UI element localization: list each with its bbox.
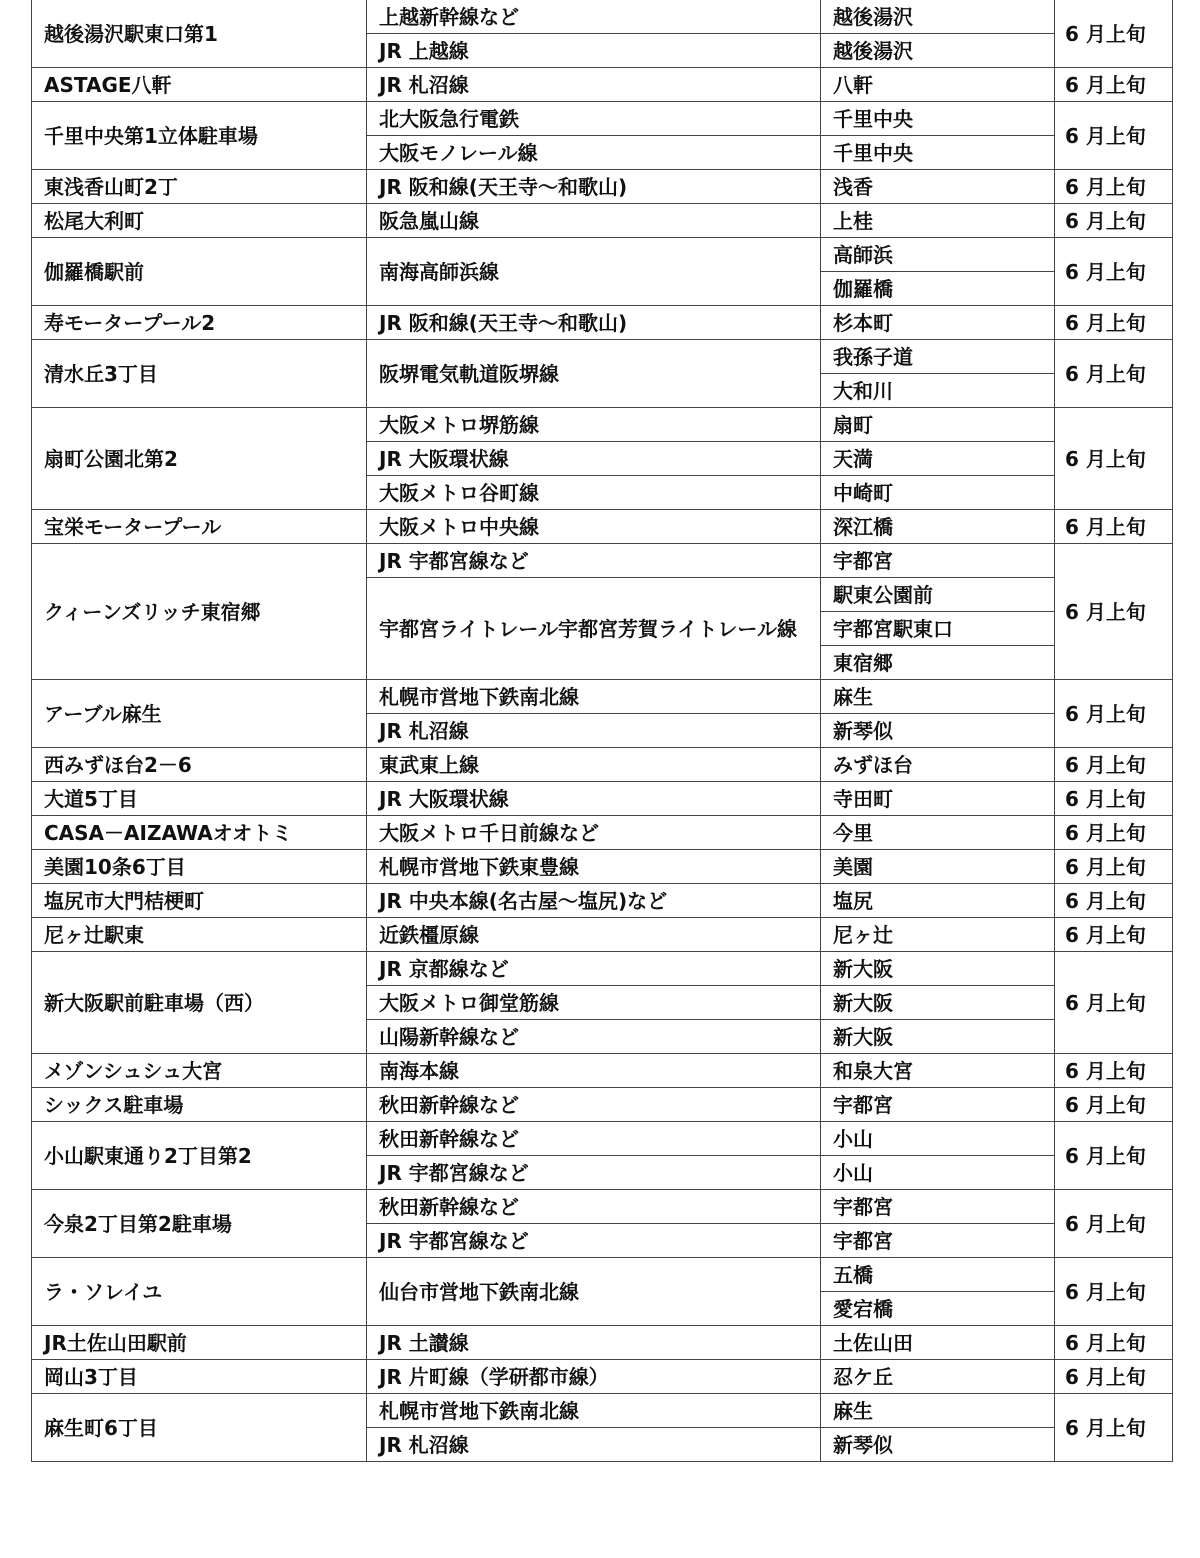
railway-line-cell: 山陽新幹線など bbox=[367, 1020, 821, 1054]
release-date-cell: 6 月上旬 bbox=[1055, 204, 1173, 238]
station-cell: 小山 bbox=[821, 1122, 1055, 1156]
parking-name-cell: 岡山3丁目 bbox=[32, 1360, 367, 1394]
station-cell: 新琴似 bbox=[821, 714, 1055, 748]
railway-line-cell: JR 大阪環状線 bbox=[367, 442, 821, 476]
station-cell: 駅東公園前 bbox=[821, 578, 1055, 612]
station-cell: 麻生 bbox=[821, 1394, 1055, 1428]
railway-line-cell: 阪急嵐山線 bbox=[367, 204, 821, 238]
station-cell: 宇都宮 bbox=[821, 544, 1055, 578]
railway-line-cell: 宇都宮ライトレール宇都宮芳賀ライトレール線 bbox=[367, 578, 821, 680]
station-cell: 愛宕橋 bbox=[821, 1292, 1055, 1326]
release-date-cell: 6 月上旬 bbox=[1055, 1054, 1173, 1088]
parking-name-cell: 東浅香山町2丁 bbox=[32, 170, 367, 204]
station-cell: 浅香 bbox=[821, 170, 1055, 204]
release-date-cell: 6 月上旬 bbox=[1055, 1394, 1173, 1462]
table-row bbox=[32, 510, 1173, 544]
station-cell: 中崎町 bbox=[821, 476, 1055, 510]
parking-name-cell: 松尾大利町 bbox=[32, 204, 367, 238]
station-cell: 新大阪 bbox=[821, 1020, 1055, 1054]
railway-line-cell: JR 阪和線(天王寺～和歌山) bbox=[367, 170, 821, 204]
station-cell: 土佐山田 bbox=[821, 1326, 1055, 1360]
release-date-cell: 6 月上旬 bbox=[1055, 102, 1173, 170]
release-date-cell: 6 月上旬 bbox=[1055, 816, 1173, 850]
railway-line-cell: JR 阪和線(天王寺～和歌山) bbox=[367, 306, 821, 340]
parking-name-cell: 麻生町6丁目 bbox=[32, 1394, 367, 1462]
table-row bbox=[32, 1326, 1173, 1360]
table-row bbox=[32, 102, 1173, 136]
parking-name-cell: 西みずほ台2－6 bbox=[32, 748, 367, 782]
table-row bbox=[32, 1190, 1173, 1224]
station-cell: 美園 bbox=[821, 850, 1055, 884]
station-cell: 東宿郷 bbox=[821, 646, 1055, 680]
railway-line-cell: 仙台市営地下鉄南北線 bbox=[367, 1258, 821, 1326]
railway-line-cell: 秋田新幹線など bbox=[367, 1122, 821, 1156]
parking-name-cell: 寿モータープール2 bbox=[32, 306, 367, 340]
station-cell: 杉本町 bbox=[821, 306, 1055, 340]
parking-name-cell: 宝栄モータープール bbox=[32, 510, 367, 544]
parking-name-cell: 大道5丁目 bbox=[32, 782, 367, 816]
station-cell: 高師浜 bbox=[821, 238, 1055, 272]
table-row bbox=[32, 1122, 1173, 1156]
release-date-cell: 6 月上旬 bbox=[1055, 544, 1173, 680]
release-date-cell: 6 月上旬 bbox=[1055, 510, 1173, 544]
railway-line-cell: 秋田新幹線など bbox=[367, 1088, 821, 1122]
table-row bbox=[32, 238, 1173, 272]
railway-line-cell: JR 土讃線 bbox=[367, 1326, 821, 1360]
railway-line-cell: 大阪メトロ御堂筋線 bbox=[367, 986, 821, 1020]
railway-line-cell: JR 中央本線(名古屋～塩尻)など bbox=[367, 884, 821, 918]
station-cell: 上桂 bbox=[821, 204, 1055, 238]
table-row bbox=[32, 884, 1173, 918]
station-cell: 尼ヶ辻 bbox=[821, 918, 1055, 952]
release-date-cell: 6 月上旬 bbox=[1055, 782, 1173, 816]
parking-name-cell: CASA－AIZAWAオオトミ bbox=[32, 816, 367, 850]
table-row bbox=[32, 850, 1173, 884]
table-row bbox=[32, 1394, 1173, 1428]
parking-name-cell: アーブル麻生 bbox=[32, 680, 367, 748]
table-row bbox=[32, 306, 1173, 340]
parking-name-cell: 新大阪駅前駐車場（西） bbox=[32, 952, 367, 1054]
release-date-cell: 6 月上旬 bbox=[1055, 408, 1173, 510]
release-date-cell: 6 月上旬 bbox=[1055, 680, 1173, 748]
table-row bbox=[32, 782, 1173, 816]
railway-line-cell: JR 宇都宮線など bbox=[367, 1224, 821, 1258]
table-row bbox=[32, 748, 1173, 782]
station-cell: 越後湯沢 bbox=[821, 34, 1055, 68]
release-date-cell: 6 月上旬 bbox=[1055, 340, 1173, 408]
railway-line-cell: 上越新幹線など bbox=[367, 0, 821, 34]
railway-line-cell: 秋田新幹線など bbox=[367, 1190, 821, 1224]
railway-line-cell: JR 札沼線 bbox=[367, 714, 821, 748]
station-cell: 和泉大宮 bbox=[821, 1054, 1055, 1088]
station-cell: 麻生 bbox=[821, 680, 1055, 714]
release-date-cell: 6 月上旬 bbox=[1055, 1122, 1173, 1190]
railway-line-cell: 北大阪急行電鉄 bbox=[367, 102, 821, 136]
station-cell: 新大阪 bbox=[821, 952, 1055, 986]
railway-line-cell: JR 上越線 bbox=[367, 34, 821, 68]
table-row bbox=[32, 1054, 1173, 1088]
table-row bbox=[32, 952, 1173, 986]
parking-name-cell: ラ・ソレイユ bbox=[32, 1258, 367, 1326]
railway-line-cell: 大阪モノレール線 bbox=[367, 136, 821, 170]
table-row bbox=[32, 170, 1173, 204]
parking-name-cell: 扇町公園北第2 bbox=[32, 408, 367, 510]
parking-list-table bbox=[31, 0, 1173, 1462]
station-cell: 宇都宮駅東口 bbox=[821, 612, 1055, 646]
station-cell: 扇町 bbox=[821, 408, 1055, 442]
station-cell: 八軒 bbox=[821, 68, 1055, 102]
table-body bbox=[32, 0, 1173, 1462]
release-date-cell: 6 月上旬 bbox=[1055, 952, 1173, 1054]
railway-line-cell: 大阪メトロ千日前線など bbox=[367, 816, 821, 850]
parking-name-cell: 美園10条6丁目 bbox=[32, 850, 367, 884]
station-cell: 宇都宮 bbox=[821, 1088, 1055, 1122]
station-cell: 伽羅橋 bbox=[821, 272, 1055, 306]
parking-name-cell: JR土佐山田駅前 bbox=[32, 1326, 367, 1360]
parking-name-cell: シックス駐車場 bbox=[32, 1088, 367, 1122]
table-row bbox=[32, 816, 1173, 850]
table-row bbox=[32, 1258, 1173, 1292]
table-row bbox=[32, 918, 1173, 952]
parking-name-cell: 越後湯沢駅東口第1 bbox=[32, 0, 367, 68]
railway-line-cell: JR 札沼線 bbox=[367, 68, 821, 102]
station-cell: 大和川 bbox=[821, 374, 1055, 408]
table-row bbox=[32, 680, 1173, 714]
table-row bbox=[32, 0, 1173, 34]
release-date-cell: 6 月上旬 bbox=[1055, 1258, 1173, 1326]
release-date-cell: 6 月上旬 bbox=[1055, 0, 1173, 68]
railway-line-cell: 南海高師浜線 bbox=[367, 238, 821, 306]
parking-name-cell: 小山駅東通り2丁目第2 bbox=[32, 1122, 367, 1190]
release-date-cell: 6 月上旬 bbox=[1055, 884, 1173, 918]
railway-line-cell: 大阪メトロ中央線 bbox=[367, 510, 821, 544]
railway-line-cell: 札幌市営地下鉄南北線 bbox=[367, 1394, 821, 1428]
railway-line-cell: JR 大阪環状線 bbox=[367, 782, 821, 816]
release-date-cell: 6 月上旬 bbox=[1055, 1190, 1173, 1258]
parking-name-cell: 清水丘3丁目 bbox=[32, 340, 367, 408]
station-cell: 新琴似 bbox=[821, 1428, 1055, 1462]
station-cell: 今里 bbox=[821, 816, 1055, 850]
release-date-cell: 6 月上旬 bbox=[1055, 238, 1173, 306]
station-cell: 塩尻 bbox=[821, 884, 1055, 918]
parking-name-cell: 今泉2丁目第2駐車場 bbox=[32, 1190, 367, 1258]
release-date-cell: 6 月上旬 bbox=[1055, 170, 1173, 204]
railway-line-cell: JR 宇都宮線など bbox=[367, 544, 821, 578]
release-date-cell: 6 月上旬 bbox=[1055, 68, 1173, 102]
station-cell: 小山 bbox=[821, 1156, 1055, 1190]
station-cell: 寺田町 bbox=[821, 782, 1055, 816]
table-row bbox=[32, 544, 1173, 578]
table-row bbox=[32, 204, 1173, 238]
release-date-cell: 6 月上旬 bbox=[1055, 918, 1173, 952]
railway-line-cell: 大阪メトロ谷町線 bbox=[367, 476, 821, 510]
table-row bbox=[32, 408, 1173, 442]
station-cell: 越後湯沢 bbox=[821, 0, 1055, 34]
release-date-cell: 6 月上旬 bbox=[1055, 1360, 1173, 1394]
railway-line-cell: 近鉄橿原線 bbox=[367, 918, 821, 952]
railway-line-cell: 南海本線 bbox=[367, 1054, 821, 1088]
station-cell: 我孫子道 bbox=[821, 340, 1055, 374]
station-cell: 五橋 bbox=[821, 1258, 1055, 1292]
release-date-cell: 6 月上旬 bbox=[1055, 1326, 1173, 1360]
railway-line-cell: JR 札沼線 bbox=[367, 1428, 821, 1462]
station-cell: 千里中央 bbox=[821, 136, 1055, 170]
release-date-cell: 6 月上旬 bbox=[1055, 306, 1173, 340]
table-row bbox=[32, 1088, 1173, 1122]
table-row bbox=[32, 340, 1173, 374]
railway-line-cell: 阪堺電気軌道阪堺線 bbox=[367, 340, 821, 408]
parking-name-cell: クィーンズリッチ東宿郷 bbox=[32, 544, 367, 680]
release-date-cell: 6 月上旬 bbox=[1055, 748, 1173, 782]
table-row bbox=[32, 68, 1173, 102]
station-cell: 宇都宮 bbox=[821, 1190, 1055, 1224]
station-cell: 千里中央 bbox=[821, 102, 1055, 136]
station-cell: 忍ケ丘 bbox=[821, 1360, 1055, 1394]
station-cell: 宇都宮 bbox=[821, 1224, 1055, 1258]
railway-line-cell: JR 京都線など bbox=[367, 952, 821, 986]
railway-line-cell: JR 宇都宮線など bbox=[367, 1156, 821, 1190]
railway-line-cell: 札幌市営地下鉄南北線 bbox=[367, 680, 821, 714]
release-date-cell: 6 月上旬 bbox=[1055, 1088, 1173, 1122]
parking-list-table-container bbox=[31, 0, 1173, 1462]
railway-line-cell: 大阪メトロ堺筋線 bbox=[367, 408, 821, 442]
railway-line-cell: 札幌市営地下鉄東豊線 bbox=[367, 850, 821, 884]
release-date-cell: 6 月上旬 bbox=[1055, 850, 1173, 884]
station-cell: 新大阪 bbox=[821, 986, 1055, 1020]
parking-name-cell: 尼ヶ辻駅東 bbox=[32, 918, 367, 952]
parking-name-cell: 伽羅橋駅前 bbox=[32, 238, 367, 306]
table-row bbox=[32, 1360, 1173, 1394]
station-cell: 深江橋 bbox=[821, 510, 1055, 544]
parking-name-cell: 塩尻市大門桔梗町 bbox=[32, 884, 367, 918]
station-cell: 天満 bbox=[821, 442, 1055, 476]
parking-name-cell: 千里中央第1立体駐車場 bbox=[32, 102, 367, 170]
station-cell: みずほ台 bbox=[821, 748, 1055, 782]
railway-line-cell: JR 片町線（学研都市線） bbox=[367, 1360, 821, 1394]
railway-line-cell: 東武東上線 bbox=[367, 748, 821, 782]
parking-name-cell: ASTAGE八軒 bbox=[32, 68, 367, 102]
parking-name-cell: メゾンシュシュ大宮 bbox=[32, 1054, 367, 1088]
